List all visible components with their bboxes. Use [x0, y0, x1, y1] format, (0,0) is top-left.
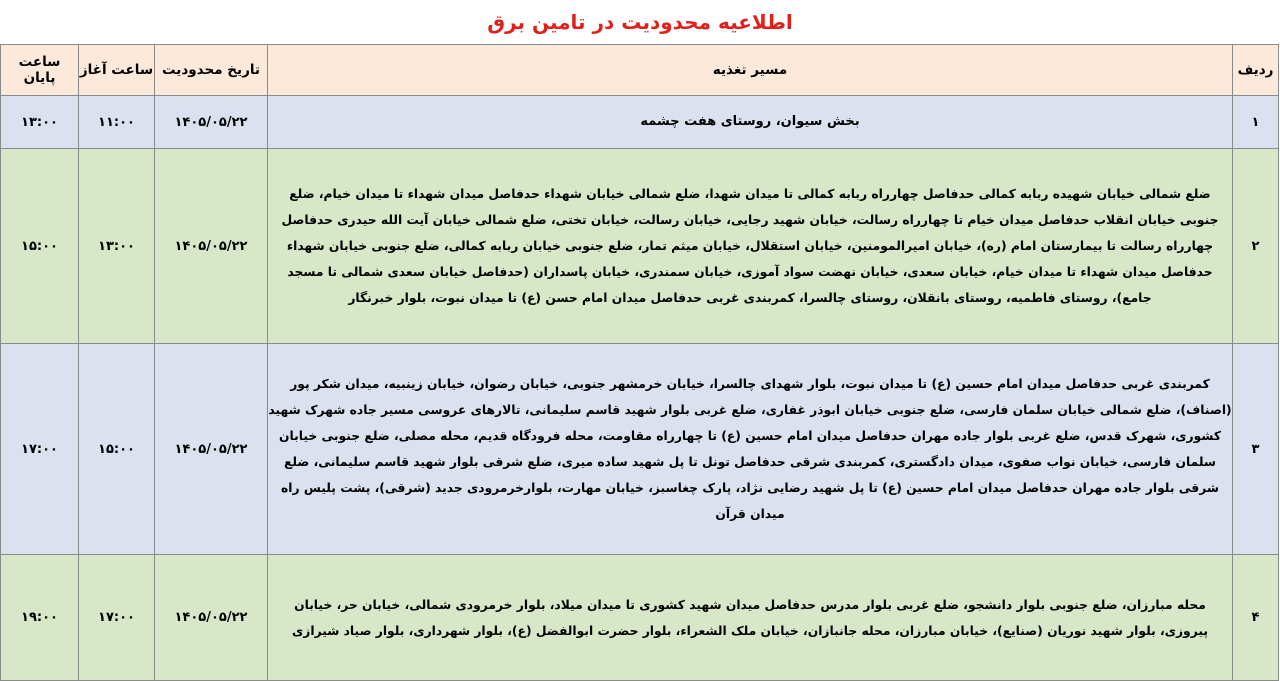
start-time-cell: ۱۳:۰۰	[79, 149, 155, 344]
date-cell: ۱۴۰۵/۰۵/۲۲	[155, 96, 268, 149]
end-time-cell: ۱۷:۰۰	[1, 344, 79, 555]
start-time-cell: ۱۵:۰۰	[79, 344, 155, 555]
table-row	[1, 96, 1279, 149]
route-cell: بخش سیوان، روستای هفت چشمه	[268, 96, 1233, 149]
end-time-cell: ۱۹:۰۰	[1, 555, 79, 681]
table-row	[1, 555, 1279, 681]
header-end-time: ساعت پایان	[1, 45, 79, 96]
end-time-cell: ۱۵:۰۰	[1, 149, 79, 344]
page-title: اطلاعیه محدودیت در تامین برق	[487, 10, 793, 34]
route-cell: کمربندی غربی حدفاصل میدان امام حسین (ع) تا میدان نبوت، بلوار شهدای چالسرا، خیابان خرمشهر جنوبی، خیابان رضوان، خیابان زینبیه، میدان شکر پور (اصناف)، ضلع شمالی خیابان سلمان فارسی، ضلع جنوبی خیابان ابوذر غفاری، ضلع غربی بلوار شهید قاسم سلیمانی، تالارهای عروسی مسیر جاده شهرک شهید کشوری، شهرک قدس، ضلع غربی بلوار جاده مهران حدفاصل میدان امام حسین (ع) تا چهارراه مقاومت، محله فرودگاه قدیم، محله مصلی، ضلع جنوبی خیابان سلمان فارسی، خیابان نواب صفوی، میدان دادگستری، کمربندی شرقی حدفاصل تونل تا پل شهید ساده میری، ضلع شرقی بلوار شهید قاسم سلیمانی، ضلع شرقی بلوار جاده مهران حدفاصل میدان امام حسین (ع) تا پل شهید رضایی نژاد، پارک چغاسبز، خیابان مهارت، بلوارخرمرودی جدید (شرقی)، پشت پلیس راه میدان قرآن	[268, 344, 1233, 555]
header-row-number: ردیف	[1233, 45, 1279, 96]
row-number: ۲	[1233, 149, 1279, 344]
header-route: مسیر تغذیه	[268, 45, 1233, 96]
table-row	[1, 344, 1279, 555]
end-time-cell: ۱۳:۰۰	[1, 96, 79, 149]
table-row	[1, 149, 1279, 344]
route-cell: ضلع شمالی خیابان شهیده ربابه کمالی حدفاصل چهارراه ربابه کمالی تا میدان شهدا، ضلع شمالی خیابان شهداء حدفاصل میدان شهداء تا میدان خیام، ضلع جنوبی خیابان انقلاب حدفاصل میدان خیام تا چهارراه رسالت، خیابان شهید رجایی، خیابان رسالت، خیابان تختی، ضلع شمالی خیابان آیت الله حیدری حدفاصل چهارراه رسالت تا بیمارستان امام (ره)، خیابان امیرالمومنین، خیابان استقلال، خیابان میثم تمار، ضلع جنوبی خیابان ربابه کمالی، ضلع جنوبی خیابان شهداء حدفاصل میدان شهداء تا میدان خیام، خیابان سعدی، خیابان نهضت سواد آموزی، خیابان سمندری، خیابان پاسداران (حدفاصل خیابان سعدی شمالی تا مسجد جامع)، روستای فاطمیه، روستای بانقلان، روستای چالسرا، کمربندی غربی حدفاصل میدان امام حسن (ع) تا میدان نبوت، بلوار خبرنگار	[268, 149, 1233, 344]
row-number: ۳	[1233, 344, 1279, 555]
route-cell: محله مبارزان، ضلع جنوبی بلوار دانشجو، ضلع غربی بلوار مدرس حدفاصل میدان شهید کشوری تا میدان میلاد، بلوار خرمرودی شمالی، خیابان حر، خیابان پیروزی، بلوار شهید نوریان (صنایع)، خیابان مبارزان، محله جانبازان، خیابان ملک الشعراء، بلوار حضرت ابوالفضل (ع)، بلوار شهرداری، بلوار صیاد شیرازی	[268, 555, 1233, 681]
header-start-time: ساعت آغاز	[79, 45, 155, 96]
row-number: ۱	[1233, 96, 1279, 149]
start-time-cell: ۱۷:۰۰	[79, 555, 155, 681]
header-date: تاریخ محدودیت	[155, 45, 268, 96]
outage-table	[0, 44, 1279, 681]
start-time-cell: ۱۱:۰۰	[79, 96, 155, 149]
row-number: ۴	[1233, 555, 1279, 681]
date-cell: ۱۴۰۵/۰۵/۲۲	[155, 555, 268, 681]
table-header-row	[1, 45, 1279, 96]
date-cell: ۱۴۰۵/۰۵/۲۲	[155, 149, 268, 344]
date-cell: ۱۴۰۵/۰۵/۲۲	[155, 344, 268, 555]
